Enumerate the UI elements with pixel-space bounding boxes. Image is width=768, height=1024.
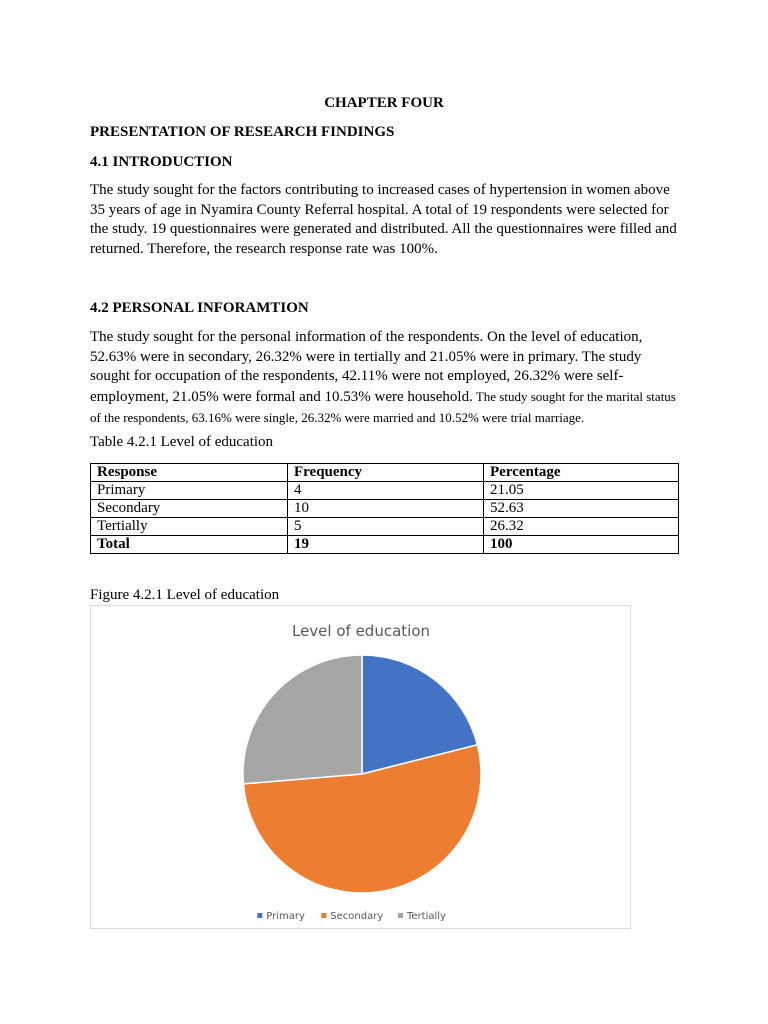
table-cell: Secondary — [91, 500, 288, 518]
table-row — [91, 518, 679, 536]
chart-legend — [257, 911, 446, 922]
table-cell: 52.63 — [484, 500, 679, 518]
table-cell: 26.32 — [484, 518, 679, 536]
education-table — [90, 463, 679, 554]
legend-swatch-secondary — [321, 913, 326, 918]
table-cell: 5 — [288, 518, 484, 536]
intro-paragraph: The study sought for the factors contributing to increased cases of hypertension in women above 35 years of age in Nyamira County Referral hospital. A total of 19 respondents were selected for the study. 19 questionnaires were generated and distributed. All the questionnaires were filled and returned. Therefore, the research response rate was 100%. — [90, 182, 677, 258]
legend-label-tertially: Tertially — [407, 911, 446, 922]
table-cell: 4 — [288, 482, 484, 500]
table-row — [91, 500, 679, 518]
chapter-title: CHAPTER FOUR — [324, 95, 444, 111]
legend-label-secondary: Secondary — [330, 911, 384, 922]
table-total-row — [91, 536, 679, 554]
pie-chart-frame — [90, 605, 631, 929]
table-header-cell: Frequency — [288, 464, 484, 482]
table-cell: 10 — [288, 500, 484, 518]
section-title: PRESENTATION OF RESEARCH FINDINGS — [90, 124, 395, 140]
table-cell: 21.05 — [484, 482, 679, 500]
personal-heading: 4.2 PERSONAL INFORAMTION — [90, 300, 309, 316]
table-header-cell: Percentage — [484, 464, 679, 482]
personal-paragraph-main: The study sought for the personal information of the respondents. On the level of education, 52.63% were in secondary, 26.32% were in tertially and 21.05% were in primary. The study sought for occupation of the respondents, 42.11% were not employed, 26.32% were self-employment, 21.05% were formal and 10.53% were household. — [90, 329, 643, 406]
table-cell: Primary — [91, 482, 288, 500]
table-row — [91, 482, 679, 500]
table-cell: 100 — [484, 536, 679, 554]
table-caption: Table 4.2.1 Level of education — [90, 434, 274, 450]
chart-title: Level of education — [291, 622, 431, 640]
table-cell: 19 — [288, 536, 484, 554]
personal-paragraph-marital: The study sought for the marital status of the respondents, 63.16% were single, 26.32% were married and 10.52% were trial marriage. — [90, 389, 676, 425]
table-header-cell: Response — [91, 464, 288, 482]
personal-paragraph — [90, 328, 680, 429]
table-header-row — [91, 464, 679, 482]
intro-heading: 4.1 INTRODUCTION — [90, 154, 233, 170]
table-cell: Tertially — [91, 518, 288, 536]
figure-caption: Figure 4.2.1 Level of education — [90, 587, 280, 603]
legend-swatch-tertially — [398, 913, 403, 918]
legend-label-primary: Primary — [266, 911, 305, 922]
pie-slice-tertially — [243, 655, 362, 784]
table-cell: Total — [91, 536, 288, 554]
pie-chart — [91, 606, 632, 930]
legend-swatch-primary — [257, 913, 262, 918]
pie-slices — [243, 655, 481, 893]
